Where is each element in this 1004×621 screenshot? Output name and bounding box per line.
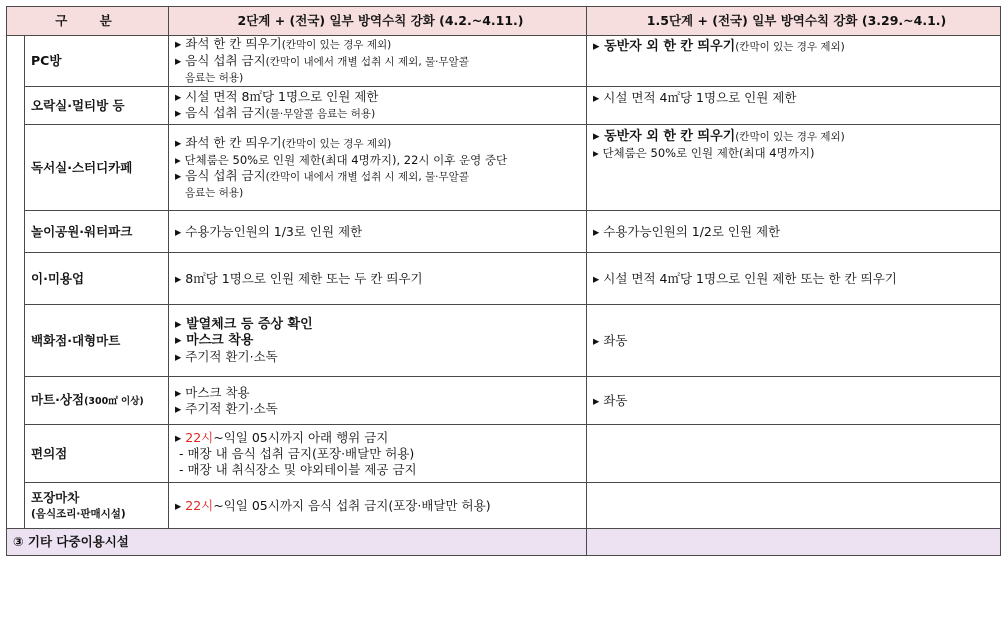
table-row (7, 211, 1001, 253)
header-stage15: 1.5단계 + (전국) 일부 방역수칙 강화 (3.29.~4.1.) (587, 7, 1001, 36)
category-dept: 백화점·대형마트 (25, 305, 169, 377)
table-row (7, 36, 1001, 87)
cell-salon-stage15: ▸ 시설 면적 4㎡당 1명으로 인원 제한 또는 한 칸 띄우기 (587, 253, 1001, 305)
category-mart: 마트·상점(300㎡ 이상) (25, 377, 169, 425)
category-orak: 오락실·멀티방 등 (25, 87, 169, 125)
cell-study-stage15: ▸ 동반자 외 한 칸 띄우기(칸막이 있는 경우 제외) ▸ 단체룸은 50%로 인원 제한(최대 4명까지) (587, 125, 1001, 211)
cell-pc-stage2: ▸ 좌석 한 칸 띄우기(칸막이 있는 경우 제외) ▸ 음식 섭취 금지(칸막이 내에서 개별 섭취 시 제외, 물·무알콜 음료는 허용) (169, 36, 587, 87)
cell-mart-stage2: ▸ 마스크 착용 ▸ 주기적 환기·소독 (169, 377, 587, 425)
cell-conv-stage2: ▸ 22시~익일 05시까지 아래 행위 금지 - 매장 내 음식 섭취 금지(포장·배달만 허용) - 매장 내 취식장소 및 야외테이블 제공 금지 (169, 425, 587, 483)
policy-table (6, 6, 1001, 556)
section-other-facilities-right (587, 529, 1001, 556)
table-row (7, 253, 1001, 305)
cell-park-stage2: ▸ 수용가능인원의 1/3로 인원 제한 (169, 211, 587, 253)
category-pc: PC방 (25, 36, 169, 87)
table-row (7, 425, 1001, 483)
category-conv: 편의점 (25, 425, 169, 483)
cell-cart-stage15 (587, 483, 1001, 529)
header-gubun: 구 분 (7, 7, 169, 36)
category-park: 놀이공원·워터파크 (25, 211, 169, 253)
category-cart: 포장마차 (음식조리·판매시설) (25, 483, 169, 529)
header-row (7, 7, 1001, 36)
table-row (7, 125, 1001, 211)
cell-salon-stage2: ▸ 8㎡당 1명으로 인원 제한 또는 두 칸 띄우기 (169, 253, 587, 305)
cell-cart-stage2: ▸ 22시~익일 05시까지 음식 섭취 금지(포장·배달만 허용) (169, 483, 587, 529)
category-salon: 이·미용업 (25, 253, 169, 305)
category-study: 독서실·스터디카페 (25, 125, 169, 211)
table-row (7, 377, 1001, 425)
header-stage2: 2단계 + (전국) 일부 방역수칙 강화 (4.2.~4.11.) (169, 7, 587, 36)
section-other-facilities: ③ 기타 다중이용시설 (7, 529, 587, 556)
cell-orak-stage2: ▸ 시설 면적 8㎡당 1명으로 인원 제한 ▸ 음식 섭취 금지(물·무알콜 음료는 허용) (169, 87, 587, 125)
indent-gutter (7, 36, 25, 529)
cell-dept-stage15: ▸ 좌동 (587, 305, 1001, 377)
footer-row (7, 529, 1001, 556)
table-row (7, 483, 1001, 529)
cell-mart-stage15: ▸ 좌동 (587, 377, 1001, 425)
table-row (7, 305, 1001, 377)
cell-dept-stage2: ▸ 발열체크 등 증상 확인 ▸ 마스크 착용 ▸ 주기적 환기·소독 (169, 305, 587, 377)
table-row (7, 87, 1001, 125)
cell-pc-stage15: ▸ 동반자 외 한 칸 띄우기(칸막이 있는 경우 제외) (587, 36, 1001, 87)
cell-study-stage2: ▸ 좌석 한 칸 띄우기(칸막이 있는 경우 제외) ▸ 단체룸은 50%로 인원 제한(최대 4명까지), 22시 이후 운영 중단 ▸ 음식 섭취 금지(칸막이 내에서 개별 섭취 시 제외, 물·무알콜 음료는 허용) (169, 125, 587, 211)
cell-park-stage15: ▸ 수용가능인원의 1/2로 인원 제한 (587, 211, 1001, 253)
cell-conv-stage15 (587, 425, 1001, 483)
cell-orak-stage15: ▸ 시설 면적 4㎡당 1명으로 인원 제한 (587, 87, 1001, 125)
